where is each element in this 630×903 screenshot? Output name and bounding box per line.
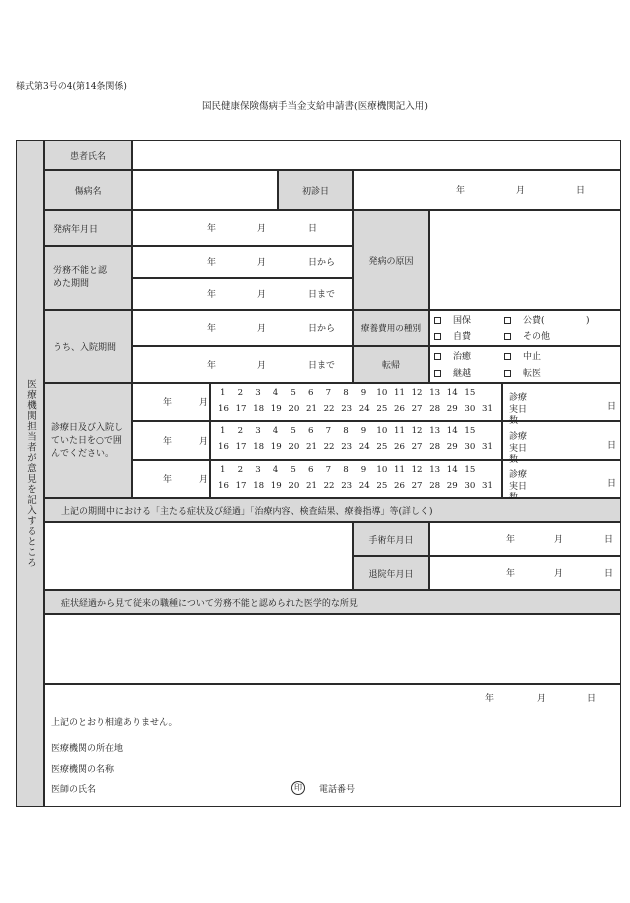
discharge-date-label: 退院年月日 bbox=[353, 556, 429, 590]
discharge-date-field[interactable]: 年 月 日 bbox=[429, 556, 621, 590]
disability-period-label: 労務不能と認めた期間 bbox=[44, 246, 132, 310]
day-number[interactable]: 30 bbox=[464, 442, 476, 452]
day-number[interactable]: 25 bbox=[376, 481, 388, 491]
day-number[interactable]: 20 bbox=[288, 481, 300, 491]
day-number[interactable]: 4 bbox=[272, 388, 279, 398]
day-number[interactable]: 31 bbox=[482, 442, 493, 452]
day-number[interactable]: 6 bbox=[308, 388, 314, 398]
day-number[interactable]: 5 bbox=[290, 426, 296, 436]
day-number[interactable]: 7 bbox=[325, 426, 332, 436]
cert-date-month: 月 bbox=[537, 694, 547, 704]
day-number[interactable]: 14 bbox=[446, 465, 458, 475]
checkbox-icon bbox=[504, 370, 511, 377]
day-number[interactable]: 19 bbox=[270, 404, 282, 414]
expense-option-jihi[interactable]: 自費 bbox=[434, 333, 471, 342]
day-number[interactable]: 26 bbox=[394, 404, 405, 414]
day-number[interactable]: 13 bbox=[429, 388, 441, 398]
day-number[interactable]: 7 bbox=[325, 388, 332, 398]
side-label: 医療機関担当者が意見を記入するところ bbox=[25, 379, 36, 568]
first-visit-field[interactable]: 年 月 日 bbox=[353, 170, 621, 210]
visit-day-grid bbox=[210, 421, 502, 460]
day-number[interactable]: 4 bbox=[272, 465, 279, 475]
actual-days-label: 診療実日 bbox=[509, 470, 528, 492]
actual-days-cell[interactable]: 診療実日数 日 bbox=[502, 383, 621, 421]
form-title: 国民健康保険傷病手当金支給申請書(医療機関記入用) bbox=[202, 101, 428, 112]
checkbox-icon bbox=[434, 333, 441, 340]
day-number[interactable]: 2 bbox=[237, 388, 244, 398]
day-number[interactable]: 25 bbox=[376, 442, 388, 452]
day-number[interactable]: 30 bbox=[464, 404, 476, 414]
certification-block bbox=[44, 684, 621, 807]
day-number[interactable]: 26 bbox=[394, 442, 405, 452]
day-number[interactable]: 29 bbox=[446, 481, 458, 491]
day-number[interactable]: 13 bbox=[429, 465, 441, 475]
day-number[interactable]: 17 bbox=[235, 481, 247, 491]
checkbox-icon bbox=[504, 353, 511, 360]
day-number[interactable]: 19 bbox=[270, 442, 282, 452]
day-number[interactable]: 6 bbox=[308, 426, 314, 436]
day-number[interactable]: 3 bbox=[255, 426, 261, 436]
day-number[interactable]: 8 bbox=[343, 426, 349, 436]
medical-opinion-field[interactable] bbox=[44, 614, 621, 684]
certify-text: 上記のとおり相違ありません。 bbox=[51, 718, 178, 728]
disease-name-field[interactable] bbox=[132, 170, 278, 210]
day-number[interactable]: 28 bbox=[429, 404, 441, 414]
actual-days-label: 診療実日数 bbox=[509, 393, 528, 427]
onset-cause-field[interactable] bbox=[429, 210, 621, 310]
day-number[interactable]: 4 bbox=[272, 426, 279, 436]
day-number[interactable]: 27 bbox=[411, 481, 423, 491]
day-number[interactable]: 9 bbox=[360, 388, 367, 398]
day-number[interactable]: 31 bbox=[482, 404, 493, 414]
day-number[interactable]: 16 bbox=[218, 481, 229, 491]
visit-days-label: 診療日及び入院していた日を○で囲んでください。 bbox=[44, 383, 132, 498]
outcome-option-cured[interactable]: 治癒 bbox=[434, 353, 471, 362]
seal-icon: 印 bbox=[291, 781, 305, 795]
day-number[interactable]: 1 bbox=[220, 465, 226, 475]
checkbox-icon bbox=[504, 333, 511, 340]
side-label-column bbox=[16, 140, 44, 807]
day-number[interactable]: 20 bbox=[288, 442, 300, 452]
day-number[interactable]: 13 bbox=[429, 426, 441, 436]
surgery-date-label: 手術年月日 bbox=[353, 522, 429, 556]
doctor-name-label: 医師の氏名 bbox=[51, 785, 97, 795]
day-number[interactable]: 27 bbox=[411, 442, 423, 452]
medical-opinion-label: 症状経過から見て従来の職種について労務不能と認められた医学的な所見 bbox=[44, 590, 621, 614]
outcome-option-stopped[interactable]: 中止 bbox=[504, 353, 541, 362]
surgery-date-field[interactable]: 年 月 日 bbox=[429, 522, 621, 556]
expense-option-sonota[interactable]: その他 bbox=[504, 333, 550, 342]
disability-until-field[interactable]: 年 月 日まで bbox=[132, 278, 353, 310]
expense-type-label: 療養費用の種別 bbox=[353, 310, 429, 346]
patient-name-label: 患者氏名 bbox=[44, 140, 132, 170]
visit-year-month-cell[interactable]: 年 月 bbox=[132, 383, 210, 421]
symptoms-field[interactable] bbox=[44, 522, 353, 590]
day-number[interactable]: 10 bbox=[376, 388, 388, 398]
day-number[interactable]: 22 bbox=[323, 481, 335, 491]
day-number[interactable]: 2 bbox=[237, 426, 244, 436]
day-number[interactable]: 1 bbox=[220, 426, 226, 436]
day-number[interactable]: 21 bbox=[306, 481, 317, 491]
disability-from-field[interactable]: 年 月 日から bbox=[132, 246, 353, 278]
day-number[interactable]: 10 bbox=[376, 426, 388, 436]
day-number[interactable]: 23 bbox=[341, 442, 353, 452]
day-number[interactable]: 3 bbox=[255, 388, 261, 398]
day-number[interactable]: 28 bbox=[429, 442, 441, 452]
day-number[interactable]: 25 bbox=[376, 404, 388, 414]
outcome-option-continued[interactable]: 継越 bbox=[434, 370, 471, 379]
day-number[interactable]: 12 bbox=[411, 426, 423, 436]
day-number[interactable]: 19 bbox=[270, 481, 282, 491]
checkbox-icon bbox=[504, 317, 511, 324]
day-number[interactable]: 9 bbox=[360, 426, 367, 436]
day-number[interactable]: 3 bbox=[255, 465, 261, 475]
clinic-name-label: 医療機関の名称 bbox=[51, 765, 115, 775]
day-number[interactable]: 5 bbox=[290, 388, 296, 398]
day-number[interactable]: 30 bbox=[464, 481, 476, 491]
day-number[interactable]: 21 bbox=[306, 404, 317, 414]
checkbox-icon bbox=[434, 370, 441, 377]
day-number[interactable]: 15 bbox=[464, 388, 476, 398]
day-number[interactable]: 24 bbox=[358, 442, 370, 452]
day-number[interactable]: 24 bbox=[358, 481, 370, 491]
actual-days-cell[interactable]: 診療実日 日 bbox=[502, 460, 621, 498]
hospitalization-label: うち、入院期間 bbox=[44, 310, 132, 383]
outcome-options bbox=[429, 346, 621, 383]
day-number[interactable]: 5 bbox=[290, 465, 296, 475]
day-number[interactable]: 29 bbox=[446, 404, 458, 414]
day-number[interactable]: 8 bbox=[343, 465, 349, 475]
outcome-label: 転帰 bbox=[353, 346, 429, 383]
day-number[interactable]: 31 bbox=[482, 481, 493, 491]
day-number[interactable]: 20 bbox=[288, 404, 300, 414]
day-number[interactable]: 11 bbox=[394, 465, 405, 475]
day-number[interactable]: 22 bbox=[323, 404, 335, 414]
outcome-option-transferred[interactable]: 転医 bbox=[504, 370, 541, 379]
day-number[interactable]: 11 bbox=[394, 388, 405, 398]
day-number[interactable]: 22 bbox=[323, 442, 335, 452]
cert-date-day: 日 bbox=[587, 694, 597, 704]
day-number[interactable]: 12 bbox=[411, 388, 423, 398]
expense-option-kokuho[interactable]: 国保 bbox=[434, 317, 471, 326]
day-number[interactable]: 23 bbox=[341, 481, 353, 491]
disease-name-label: 傷病名 bbox=[44, 170, 132, 210]
day-number[interactable]: 15 bbox=[464, 426, 476, 436]
day-number[interactable]: 16 bbox=[218, 442, 229, 452]
onset-cause-label: 発病の原因 bbox=[353, 210, 429, 310]
day-number[interactable]: 14 bbox=[446, 388, 458, 398]
day-number[interactable]: 14 bbox=[446, 426, 458, 436]
actual-days-label: 診療実日数 bbox=[509, 432, 528, 466]
checkbox-icon bbox=[434, 317, 441, 324]
day-number[interactable]: 12 bbox=[411, 465, 423, 475]
day-number[interactable]: 6 bbox=[308, 465, 314, 475]
day-number[interactable]: 21 bbox=[306, 442, 317, 452]
clinic-address-label: 医療機関の所在地 bbox=[51, 744, 124, 754]
day-number[interactable]: 29 bbox=[446, 442, 458, 452]
hospital-until-field[interactable]: 年 月 日まで bbox=[132, 346, 353, 383]
patient-name-field[interactable] bbox=[132, 140, 621, 170]
day-number[interactable]: 17 bbox=[235, 442, 247, 452]
visit-year-month-cell[interactable]: 年 月 bbox=[132, 460, 210, 498]
expense-option-kouhi[interactable]: 公費( bbox=[504, 317, 545, 326]
onset-date-label: 発病年月日 bbox=[44, 210, 132, 246]
day-number[interactable]: 9 bbox=[360, 465, 367, 475]
day-number[interactable]: 26 bbox=[394, 481, 405, 491]
day-number[interactable]: 24 bbox=[358, 404, 370, 414]
day-number[interactable]: 23 bbox=[341, 404, 353, 414]
day-number[interactable]: 18 bbox=[253, 404, 265, 414]
day-number[interactable]: 28 bbox=[429, 481, 441, 491]
first-visit-label: 初診日 bbox=[278, 170, 353, 210]
checkbox-icon bbox=[434, 353, 441, 360]
day-number[interactable]: 18 bbox=[253, 481, 265, 491]
day-number[interactable]: 10 bbox=[376, 465, 388, 475]
symptoms-label: 上記の期間中における「主たる症状及び経過」「治療内容、検査結果、療養指導」等(詳しく) bbox=[44, 498, 621, 522]
day-number[interactable]: 27 bbox=[411, 404, 423, 414]
expense-type-options: 国保 公費( ) 自費 その他 bbox=[429, 310, 621, 346]
day-number[interactable]: 11 bbox=[394, 426, 405, 436]
visit-day-grid bbox=[210, 460, 502, 498]
form-number: 様式第3号の4(第14条関係) bbox=[16, 82, 127, 92]
day-number[interactable]: 1 bbox=[220, 388, 226, 398]
day-number[interactable]: 17 bbox=[235, 404, 247, 414]
hospital-from-field[interactable]: 年 月 日から bbox=[132, 310, 353, 346]
day-number[interactable]: 18 bbox=[253, 442, 265, 452]
cert-date-year: 年 bbox=[485, 694, 495, 704]
day-number[interactable]: 7 bbox=[325, 465, 332, 475]
visit-day-grid bbox=[210, 383, 502, 421]
actual-days-cell[interactable]: 診療実日数 日 bbox=[502, 421, 621, 460]
day-number[interactable]: 16 bbox=[218, 404, 229, 414]
visit-year-month-cell[interactable]: 年 月 bbox=[132, 421, 210, 460]
day-number[interactable]: 8 bbox=[343, 388, 349, 398]
day-number[interactable]: 2 bbox=[237, 465, 244, 475]
phone-label: 電話番号 bbox=[319, 785, 356, 795]
day-number[interactable]: 15 bbox=[464, 465, 476, 475]
onset-date-field[interactable]: 年 月 日 bbox=[132, 210, 353, 246]
